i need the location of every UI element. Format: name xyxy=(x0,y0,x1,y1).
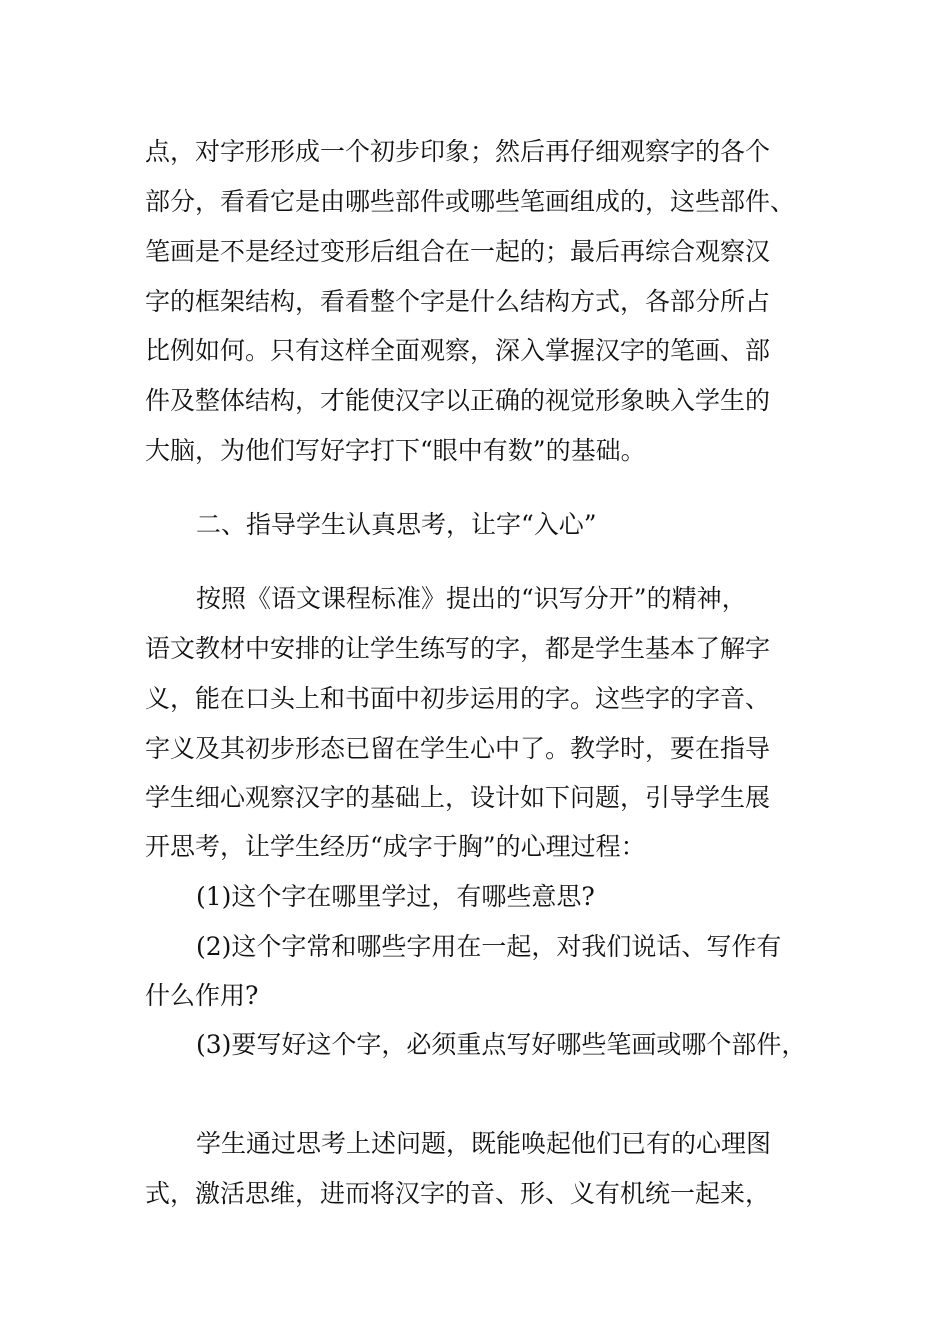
question-item: (2)这个字常和哪些字用在一起，对我们说话、写作有 xyxy=(196,932,782,961)
body-text-line: 式，激活思维，进而将汉字的音、形、义有机统一起来， xyxy=(145,1179,771,1208)
body-text-line: 部分，看看它是由哪些部件或哪些笔画组成的，这些部件、 xyxy=(145,187,796,216)
body-text-line: 语文教材中安排的让学生练写的字，都是学生基本了解字 xyxy=(145,634,771,663)
body-text-line: 笔画是不是经过变形后组合在一起的；最后再综合观察汉 xyxy=(145,237,771,266)
body-text-line: 学生通过思考上述问题，既能唤起他们已有的心理图 xyxy=(196,1129,772,1158)
body-text-line: 字的框架结构，看看整个字是什么结构方式，各部分所占 xyxy=(145,287,771,316)
body-text-line: 点，对字形形成一个初步印象；然后再仔细观察字的各个 xyxy=(145,137,771,166)
body-text-line: 义，能在口头上和书面中初步运用的字。这些字的字音、 xyxy=(145,684,771,713)
body-text-line: 学生细心观察汉字的基础上，设计如下问题，引导学生展 xyxy=(145,783,771,812)
section-heading: 二、指导学生认真思考，让字“入心” xyxy=(196,510,597,539)
question-item: (3)要写好这个字，必须重点写好哪些笔画或哪个部件， xyxy=(196,1030,807,1059)
body-text-line: 大脑，为他们写好字打下“眼中有数”的基础。 xyxy=(145,436,646,465)
body-text-line: 开思考，让学生经历“成字于胸”的心理过程： xyxy=(145,832,646,861)
question-item-continuation: 什么作用? xyxy=(145,981,259,1010)
body-text-line: 字义及其初步形态已留在学生心中了。教学时，要在指导 xyxy=(145,734,771,763)
body-text-line: 件及整体结构，才能使汉字以正确的视觉形象映入学生的 xyxy=(145,386,771,415)
body-text-line: 按照《语文课程标准》提出的“识写分开”的精神， xyxy=(196,584,747,613)
body-text-line: 比例如何。只有这样全面观察，深入掌握汉字的笔画、部 xyxy=(145,336,771,365)
question-item: (1)这个字在哪里学过，有哪些意思? xyxy=(196,882,595,911)
